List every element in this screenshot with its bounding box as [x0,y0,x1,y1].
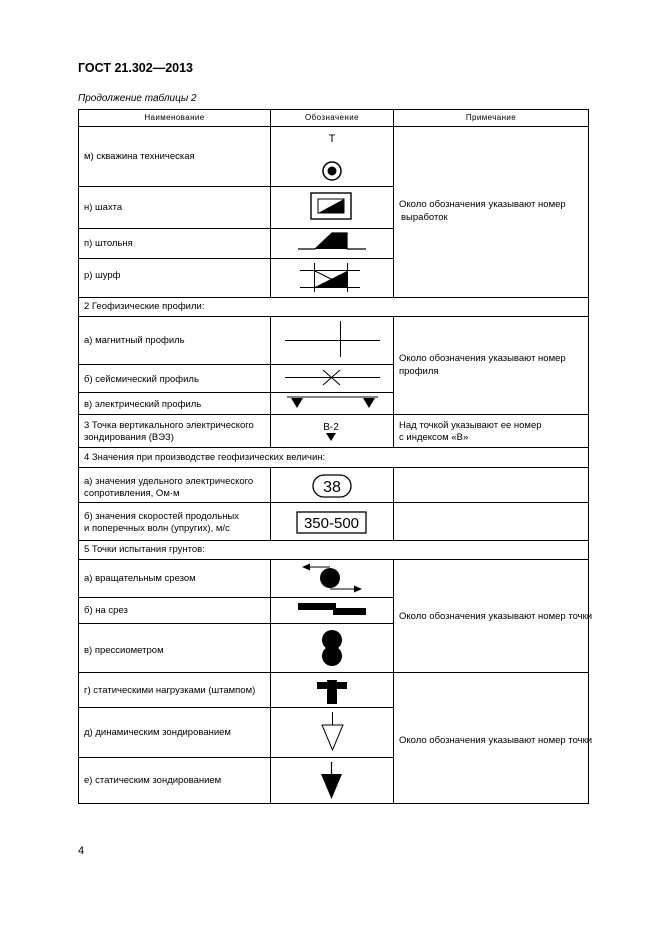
row-ves-line2: зондирования (ВЭЗ) [84,432,174,443]
table-caption: Продолжение таблицы 2 [78,93,197,104]
row-ves-line1: 3 Точка вертикального электрического [84,420,254,431]
row-velocity-line1: б) значения скоростей продольных [84,511,240,522]
magnetic-profile-icon [285,321,380,357]
static-sounding-icon [321,762,342,799]
adit-icon [298,233,366,249]
resistivity-value: 38 [323,479,341,496]
row-vane-shear: а) вращательным срезом [84,573,196,584]
header-name: Наименование [144,113,205,122]
well-label: Т [328,133,336,145]
static-load-icon [317,680,347,704]
shear-icon [298,603,366,615]
vane-shear-icon [302,564,362,593]
note-mine-line1: Около обозначения указывают номер [399,199,566,210]
section-geophysical-profiles: 2 Геофизические профили: [84,301,205,312]
row-technical-well: м) скважина техническая [84,151,195,162]
seismic-profile-icon [285,370,380,385]
row-static-sounding: е) статическим зондированием [84,775,222,786]
row-resistivity-line1: а) значения удельного электрического [84,476,254,487]
document-code: ГОСТ 21.302—2013 [78,61,194,75]
pressuremeter-icon [322,630,342,666]
row-seismic-profile: б) сейсмический профиль [84,374,199,385]
note-test-point-1: Около обозначения указывают номер точки [399,611,593,622]
note-ves-line1: Над точкой указывают ее номер [399,420,542,431]
note-ves-line2: с индексом «В» [399,432,469,443]
shaft-icon [311,193,351,219]
row-shear: б) на срез [84,605,128,616]
page-number: 4 [78,845,85,857]
header-symbol: Обозначение [305,113,359,122]
row-pressuremeter: в) прессиометром [84,645,164,656]
row-shaft: н) шахта [84,202,123,213]
row-pit: р) шурф [84,270,121,281]
pit-icon [300,263,360,292]
dynamic-sounding-icon [322,712,343,750]
electric-profile-icon [287,397,378,408]
row-velocity-line2: и поперечных волн (упругих), м/с [84,523,230,534]
note-profile-line2: профиля [399,366,439,377]
note-profile-line1: Около обозначения указывают номер [399,353,566,364]
section-soil-test-points: 5 Точки испытания грунтов: [84,544,205,555]
ves-label: В-2 [323,422,339,433]
row-electric-profile: в) электрический профиль [84,399,202,410]
row-dynamic-sounding: д) динамическим зондированием [84,727,231,738]
velocity-value: 350-500 [303,515,360,532]
note-mine-line2: выработок [401,212,448,223]
row-resistivity-line2: сопротивления, Ом·м [84,488,180,499]
row-static-load: г) статическими нагрузками (штампом) [84,685,256,696]
row-magnetic-profile: а) магнитный профиль [84,335,185,346]
header-note: Примечание [465,113,517,122]
row-adit: п) штольня [84,238,133,249]
technical-well-icon [323,162,341,180]
ves-point-icon [326,433,336,441]
section-geophysical-values: 4 Значения при производстве геофизических величин: [84,452,326,463]
note-test-point-2: Около обозначения указывают номер точки [399,735,593,746]
